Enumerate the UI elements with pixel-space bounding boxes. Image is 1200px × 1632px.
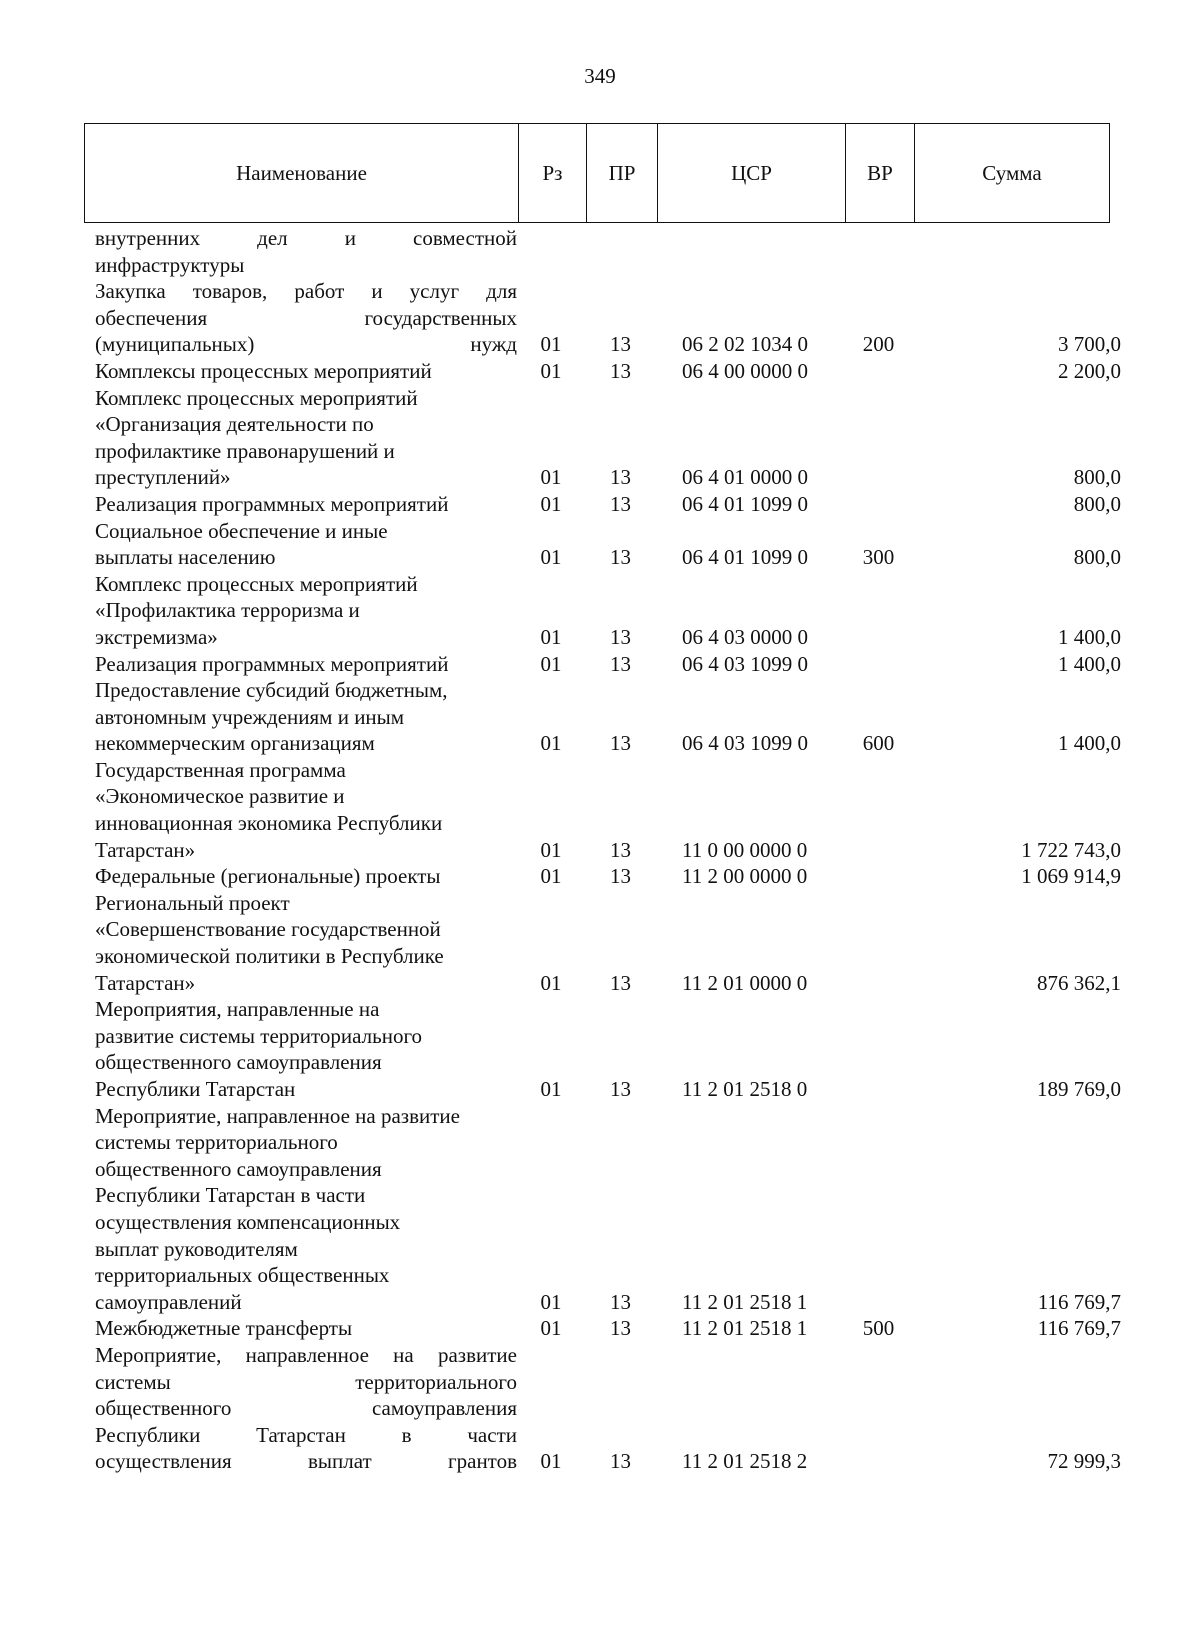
row-rz: 01	[540, 731, 562, 756]
row-rz: 01	[540, 864, 562, 889]
row-sum: 1 400,0	[1058, 624, 1121, 649]
row-csr: 11 2 01 2518 2	[682, 1449, 808, 1474]
table-row	[95, 278, 1140, 358]
row-sum: 72 999,3	[1047, 1449, 1121, 1474]
table-header	[84, 123, 1110, 223]
row-name: Социальное обеспечение и иные выплаты населению	[95, 518, 388, 570]
table-row	[95, 651, 1140, 678]
row-sum: 876 362,1	[1037, 970, 1121, 995]
row-name: Региональный проект «Совершенствование государственной экономической политики в Республике Татарстан»	[95, 890, 444, 995]
row-pr: 13	[610, 837, 631, 862]
row-sum: 2 200,0	[1058, 358, 1121, 383]
row-vr: 600	[862, 731, 895, 756]
row-name: Комплекс процессных мероприятий «Профилактика терроризма и экстремизма»	[95, 571, 418, 649]
row-csr: 11 2 00 0000 0	[682, 864, 808, 889]
row-pr: 13	[610, 624, 631, 649]
table-row	[95, 1103, 1140, 1316]
row-sum: 3 700,0	[1058, 332, 1121, 357]
row-rz: 01	[540, 837, 562, 862]
row-sum: 189 769,0	[1037, 1077, 1121, 1101]
table-row	[95, 225, 1140, 278]
row-csr: 11 2 01 2518 0	[682, 1077, 808, 1101]
row-rz: 01	[540, 1316, 562, 1341]
row-name: внутренних дел и совместной инфраструктуры	[95, 226, 517, 277]
table-row	[95, 863, 1140, 890]
table-row	[95, 757, 1140, 863]
row-name: Государственная программа «Экономическое развитие и инновационная экономика Республики Татарстан»	[95, 757, 443, 862]
row-sum: 1 400,0	[1058, 731, 1121, 756]
row-name: Федеральные (региональные) проекты	[95, 864, 441, 889]
row-name: Мероприятие, направленное на развитие системы территориального общественного самоуправления Республики Татарстан в части осуществления компенсационных выплат руководителям территориальных общественных самоуправлений	[95, 1103, 460, 1314]
row-pr: 13	[610, 1316, 631, 1341]
row-csr: 11 2 01 2518 1	[682, 1316, 808, 1341]
row-rz: 01	[540, 624, 562, 649]
table-body	[95, 225, 1140, 1475]
row-csr: 06 4 01 1099 0	[682, 491, 808, 516]
table-row	[95, 491, 1140, 518]
table-row	[95, 1342, 1140, 1475]
row-rz: 01	[540, 545, 562, 570]
row-sum: 116 769,7	[1037, 1316, 1121, 1341]
row-csr: 11 0 00 0000 0	[682, 837, 808, 862]
row-name: Реализация программных мероприятий	[95, 491, 449, 516]
header-rz: Рз	[518, 124, 586, 222]
row-pr: 13	[610, 1289, 631, 1314]
row-rz: 01	[540, 651, 562, 676]
header-vr: ВР	[845, 124, 914, 222]
row-pr: 13	[610, 970, 631, 995]
table-row	[95, 385, 1140, 491]
row-csr: 06 4 03 1099 0	[682, 731, 808, 756]
row-rz: 01	[540, 1289, 562, 1314]
row-sum: 1 069 914,9	[1021, 864, 1121, 889]
row-name: Комплекс процессных мероприятий «Организация деятельности по профилактике правонарушений и преступлений»	[95, 385, 418, 490]
row-name: Предоставление субсидий бюджетным, автономным учреждениям и иным некоммерческим организациям	[95, 678, 448, 756]
header-pr: ПР	[586, 124, 657, 222]
row-vr: 500	[862, 1316, 895, 1341]
row-name: Межбюджетные трансферты	[95, 1316, 353, 1341]
row-sum: 800,0	[1073, 465, 1121, 490]
table-row	[95, 571, 1140, 651]
page-number: 349	[584, 64, 616, 88]
table-row	[95, 1315, 1140, 1342]
row-vr: 300	[862, 545, 895, 570]
row-rz: 01	[540, 1449, 562, 1474]
row-name: Мероприятия, направленные на развитие системы территориального общественного самоуправления Республики Татарстан	[95, 997, 423, 1101]
row-rz: 01	[540, 491, 562, 516]
row-csr: 06 4 00 0000 0	[682, 358, 808, 383]
row-csr: 11 2 01 2518 1	[682, 1289, 808, 1314]
row-name: Комплексы процессных мероприятий	[95, 358, 432, 383]
row-rz: 01	[540, 1077, 562, 1101]
row-rz: 01	[540, 358, 562, 383]
row-pr: 13	[610, 1077, 631, 1101]
row-sum: 1 400,0	[1058, 651, 1121, 676]
row-pr: 13	[610, 465, 631, 490]
row-pr: 13	[610, 651, 631, 676]
row-pr: 13	[610, 731, 631, 756]
row-pr: 13	[610, 332, 631, 357]
table-row	[95, 996, 1140, 1102]
row-rz: 01	[540, 970, 562, 995]
row-sum: 116 769,7	[1037, 1289, 1121, 1314]
row-sum: 1 722 743,0	[1021, 837, 1121, 862]
row-rz: 01	[540, 332, 562, 357]
row-pr: 13	[610, 545, 631, 570]
row-sum: 800,0	[1073, 491, 1121, 516]
row-csr: 06 4 03 1099 0	[682, 651, 808, 676]
row-csr: 06 4 01 1099 0	[682, 545, 808, 570]
row-pr: 13	[610, 864, 631, 889]
row-pr: 13	[610, 491, 631, 516]
row-pr: 13	[610, 358, 631, 383]
row-csr: 06 2 02 1034 0	[682, 332, 808, 357]
row-name: Мероприятие, направленное на развитие системы территориального общественного самоуправления Республики Татарстан в части осуществления выплат грантов	[95, 1342, 517, 1474]
row-csr: 11 2 01 0000 0	[682, 970, 808, 995]
row-name: Закупка товаров, работ и услуг для обеспечения государственных (муниципальных) нужд	[95, 279, 517, 357]
table-row	[95, 677, 1140, 757]
table-row	[95, 890, 1140, 996]
row-vr: 200	[862, 332, 895, 357]
row-csr: 06 4 01 0000 0	[682, 465, 808, 490]
header-name: Наименование	[236, 160, 367, 185]
row-sum: 800,0	[1073, 545, 1121, 570]
table-row	[95, 358, 1140, 385]
row-csr: 06 4 03 0000 0	[682, 624, 808, 649]
header-csr: ЦСР	[657, 124, 845, 222]
row-rz: 01	[540, 465, 562, 490]
table-row	[95, 518, 1140, 571]
row-name: Реализация программных мероприятий	[95, 651, 449, 676]
row-pr: 13	[610, 1449, 631, 1474]
header-sum: Сумма	[914, 124, 1109, 222]
